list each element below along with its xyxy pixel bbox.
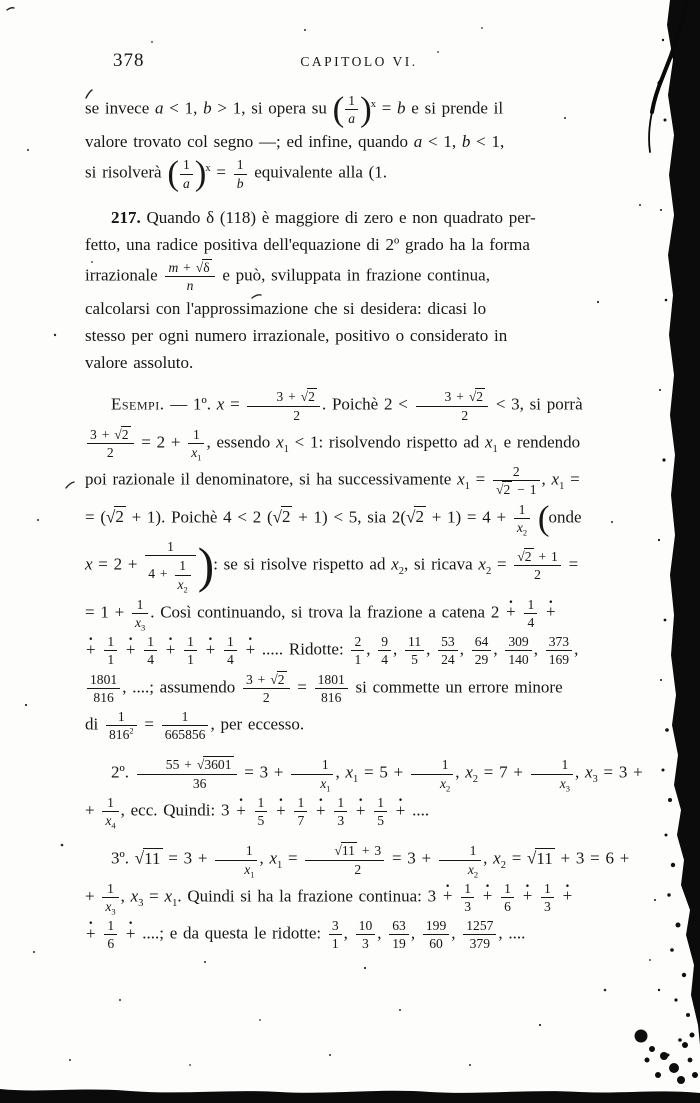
corner-blot [635,1030,699,1085]
text-line: valore assoluto. [85,353,194,373]
text-line: calcolarsi con l'approssimazione che si desidera: dicasi lo [85,299,487,319]
text-line: = (√2 + 1). Poichè 4 < 2 (√2 + 1) < 5, sia 2(√2 + 1) = 4 + $\frac{1}{x_2}$ (onde [85,498,582,538]
example-2 [85,756,643,831]
text-line: + $\frac{1}{x_3}$ , $x_3 = x_1$. Quindi si ha la frazione continua: 3 + · $\frac{1}{3}$ + · $\frac{1}{6}$ + · $\frac{1}{3}$ + · [85,880,633,915]
text-line: valore trovato col segno —; ed infine, quando a < 1, b < 1, [85,132,505,152]
page-body [85,89,643,953]
text-line: fetto, una radice positiva dell'equazione di 2º grado ha la forma [85,234,530,254]
text-line: 3º. √11 = 3 + $\frac{1}{x_1}$ , $x_1$ = $\frac{√11 + 3}{2}$ = 3 + $\frac{1}{x_2}$ , $x_2 = √11 + 3 = 6$ + [111,843,630,880]
page-number: 378 [113,50,145,71]
bottom-edge-shadow [0,1089,700,1103]
section-217 [85,205,633,375]
text-line: stesso per ogni numero irrazionale, positivo o considerato in [85,326,508,346]
text-line: = 1 + $\frac{1}{x_3}$ . Così continuando, si trova la frazione a catena 2 + · $\frac{1}{4}$ + · [85,596,633,631]
text-line: x = 2 + 1 4 + $\frac{1}{x_2}$ ): se si risolve rispetto ad $x_2$, si ricava $x_2$ = $\frac{√2 + 1}{2}$ = [85,537,579,595]
text-line: poi razionale il denominatore, si ha successivamente $x_1$ = $\frac{2}{√2 - 1}$ , $x_1$ = [85,464,580,498]
text-line: 217. Quando δ (118) è maggiore di zero e non quadrato per- [111,207,536,227]
page-header [85,50,633,76]
example-3 [85,842,633,952]
text-line: di $\frac{1}{816^2}$ = $\frac{1}{665856}$ , per eccesso. [85,709,305,743]
text-line: se invece a < 1, b > 1, si opera su ( $\frac{1}{a}$ )$^x$ = b e si prende il [85,89,504,129]
chapter-header: CAPITOLO VI. [300,54,418,69]
text-line: $\frac{3 + √2}{2}$ = 2 + $\frac{1}{x_1}$ , essendo $x_1 < 1$: risolvendo rispetto ad $x_1$ e rendendo [85,426,633,461]
right-edge-noise [649,39,692,1063]
text-line: irrazionale $\frac{m + √\delta}{n}$ e può, sviluppata in frazione continua, [85,259,490,294]
example-1 [85,388,633,743]
page-content [85,50,643,966]
paper-crack-icon [649,2,687,152]
text-line: Esempi. — 1º. x = $\frac{3 + √2}{2}$ . Poichè 2 < $\frac{3 + √2}{2}$ < 3, si porrà [111,389,583,423]
text-line: + · $\frac{1}{1}$ + · $\frac{1}{4}$ + · $\frac{1}{1}$ + · $\frac{1}{4}$ + · ..... Ridotte: $\frac{2}{1}$ , $\frac{9}{4}$ , $\frac{11}{5}$ , $\frac{53}{24}$ , $\frac{64}{29}$ , $\frac{309}{140}$ , $\frac{373}{169}$ , [85,633,633,668]
right-edge-shadow [667,0,700,1045]
text-line: + · $\frac{1}{6}$ + · ....; e da questa le ridotte: $\frac{3}{1}$ , $\frac{10}{3}$ , $\frac{63}{19}$ , $\frac{199}{60}$ , $\frac{1257}{379}$ , .... [85,917,633,952]
text-line: si risolverà ( $\frac{1}{a}$ )$^x$ = $\frac{1}{b}$ equivalente alla (1. [85,154,388,194]
text-line: $\frac{1801}{816}$ , ....; assumendo $\frac{3 + √2}{2}$ = $\frac{1801}{816}$ si commette un errore minore [85,671,633,706]
text-line: + $\frac{1}{x_4}$ , ecc. Quindi: 3 + · $\frac{1}{5}$ + · $\frac{1}{7}$ + · $\frac{1}{3}$ + · $\frac{1}{5}$ + · .... [85,794,633,829]
text-line: 2º. $\frac{55 + √3601}{36}$ = 3 + $\frac{1}{x_1}$ , $x_1 = 5$ + $\frac{1}{x_2}$ , $x_2 = 7$ + $\frac{1}{x_3}$ , $x_3 = 3$ + [111,757,643,794]
intro-paragraph [85,89,633,194]
